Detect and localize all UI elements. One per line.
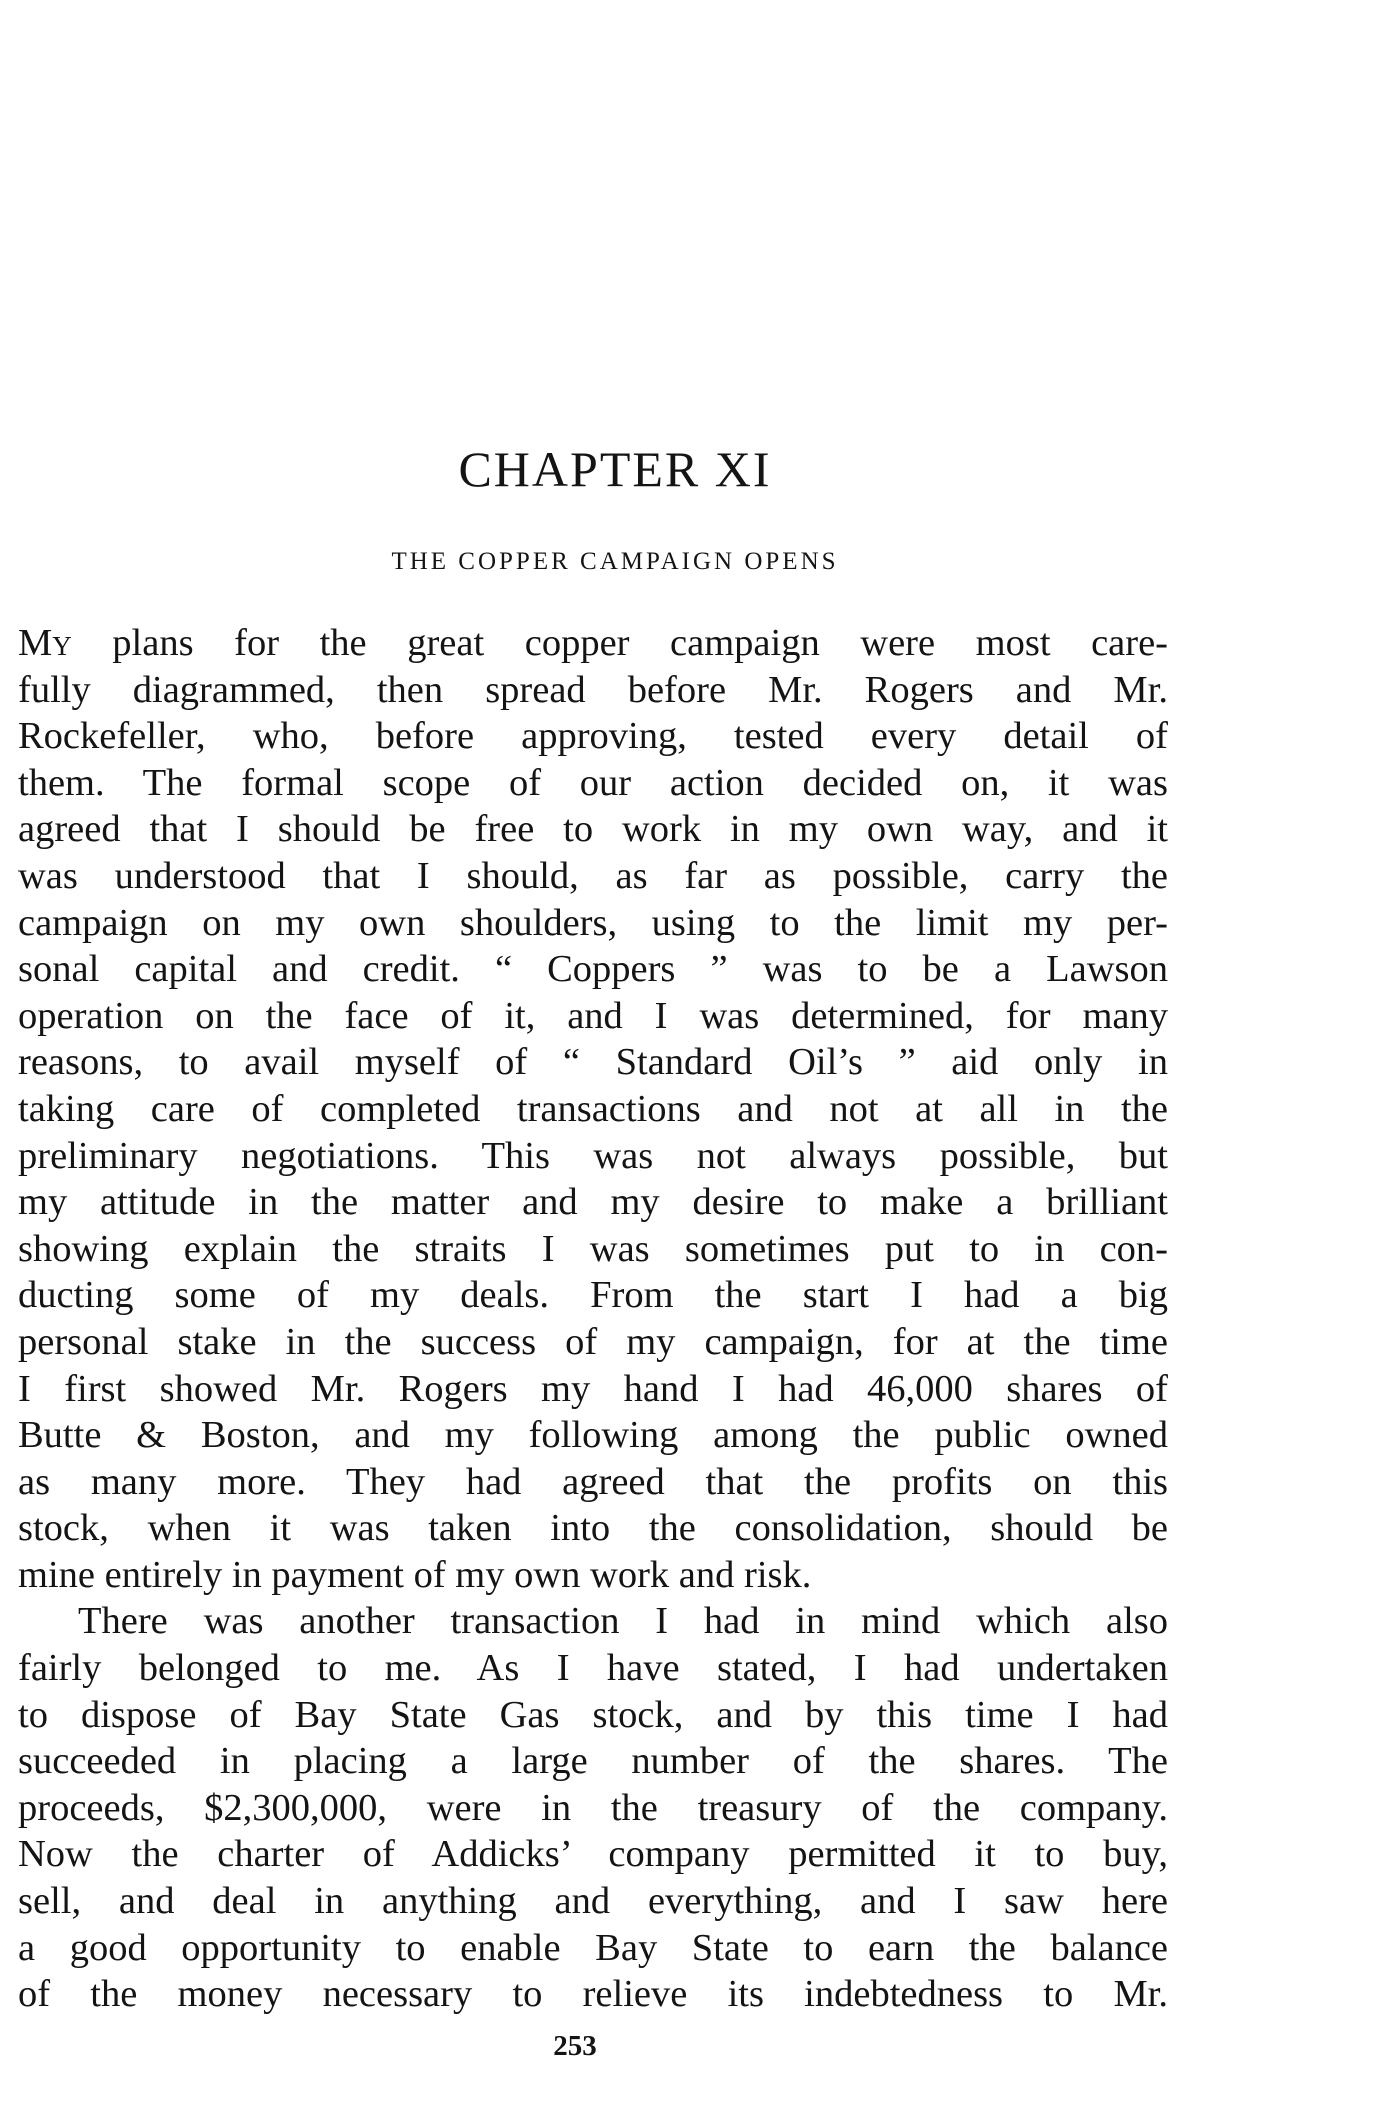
text-line: them. The formal scope of our action decided on, it was (18, 761, 1168, 804)
text-line: taking care of completed transactions and not at all in the (18, 1087, 1168, 1130)
text-line: I first showed Mr. Rogers my hand I had 46,000 shares of (18, 1367, 1168, 1410)
text-line: a good opportunity to enable Bay State to earn the balance (18, 1926, 1168, 1969)
text-line: sell, and deal in anything and everything, and I saw here (18, 1880, 1168, 1923)
text-line: fairly belonged to me. As I have stated, I had undertaken (18, 1647, 1168, 1690)
text-line: reasons, to avail myself of “ Standard Oil’s ” aid only in (18, 1041, 1168, 1084)
text-line: There was another transaction I had in mind which also (78, 1600, 1168, 1643)
text-line: preliminary negotiations. This was not always possible, but (18, 1134, 1168, 1177)
page-number: 253 (553, 2030, 597, 2062)
text-line: Now the charter of Addicks’ company permitted it to buy, (18, 1833, 1168, 1876)
text-line: of the money necessary to relieve its indebtedness to Mr. (18, 1973, 1168, 2016)
text-line: was understood that I should, as far as possible, carry the (18, 854, 1168, 897)
text-line: to dispose of Bay State Gas stock, and by this time I had (18, 1693, 1168, 1736)
text-line: campaign on my own shoulders, using to the limit my per- (18, 901, 1168, 944)
text-line: proceeds, $2,300,000, were in the treasury of the company. (18, 1786, 1168, 1829)
text-line: as many more. They had agreed that the profits on this (18, 1460, 1168, 1503)
chapter-title: CHAPTER XI (458, 441, 772, 497)
text-line: sonal capital and credit. “ Coppers ” was to be a Lawson (18, 948, 1168, 991)
paragraph-2 (18, 1598, 1168, 2017)
text-line: succeeded in placing a large number of the shares. The (18, 1740, 1168, 1783)
text-line: Rockefeller, who, before approving, tested every detail of (18, 715, 1168, 758)
text-line: showing explain the straits I was sometimes put to in con- (18, 1227, 1168, 1270)
text-line: my attitude in the matter and my desire to make a brilliant (18, 1181, 1168, 1224)
text-line: fully diagrammed, then spread before Mr. Rogers and Mr. (18, 668, 1168, 711)
text-line: ducting some of my deals. From the start I had a big (18, 1274, 1168, 1317)
text-line: personal stake in the success of my campaign, for at the time (18, 1320, 1168, 1363)
text-line: My plans for the great copper campaign were most care- (18, 622, 1168, 664)
text-line: operation on the face of it, and I was determined, for many (18, 994, 1168, 1037)
paragraph-1 (18, 620, 1168, 1598)
text-line: mine entirely in payment of my own work and risk. (18, 1553, 812, 1596)
body-text (18, 620, 1168, 2018)
text-line: Butte & Boston, and my following among the public owned (18, 1414, 1168, 1457)
text-line: stock, when it was taken into the consolidation, should be (18, 1507, 1168, 1550)
lead-word: My (18, 622, 72, 664)
text-line: agreed that I should be free to work in my own way, and it (18, 808, 1168, 851)
chapter-subtitle: THE COPPER CAMPAIGN OPENS (391, 548, 839, 575)
